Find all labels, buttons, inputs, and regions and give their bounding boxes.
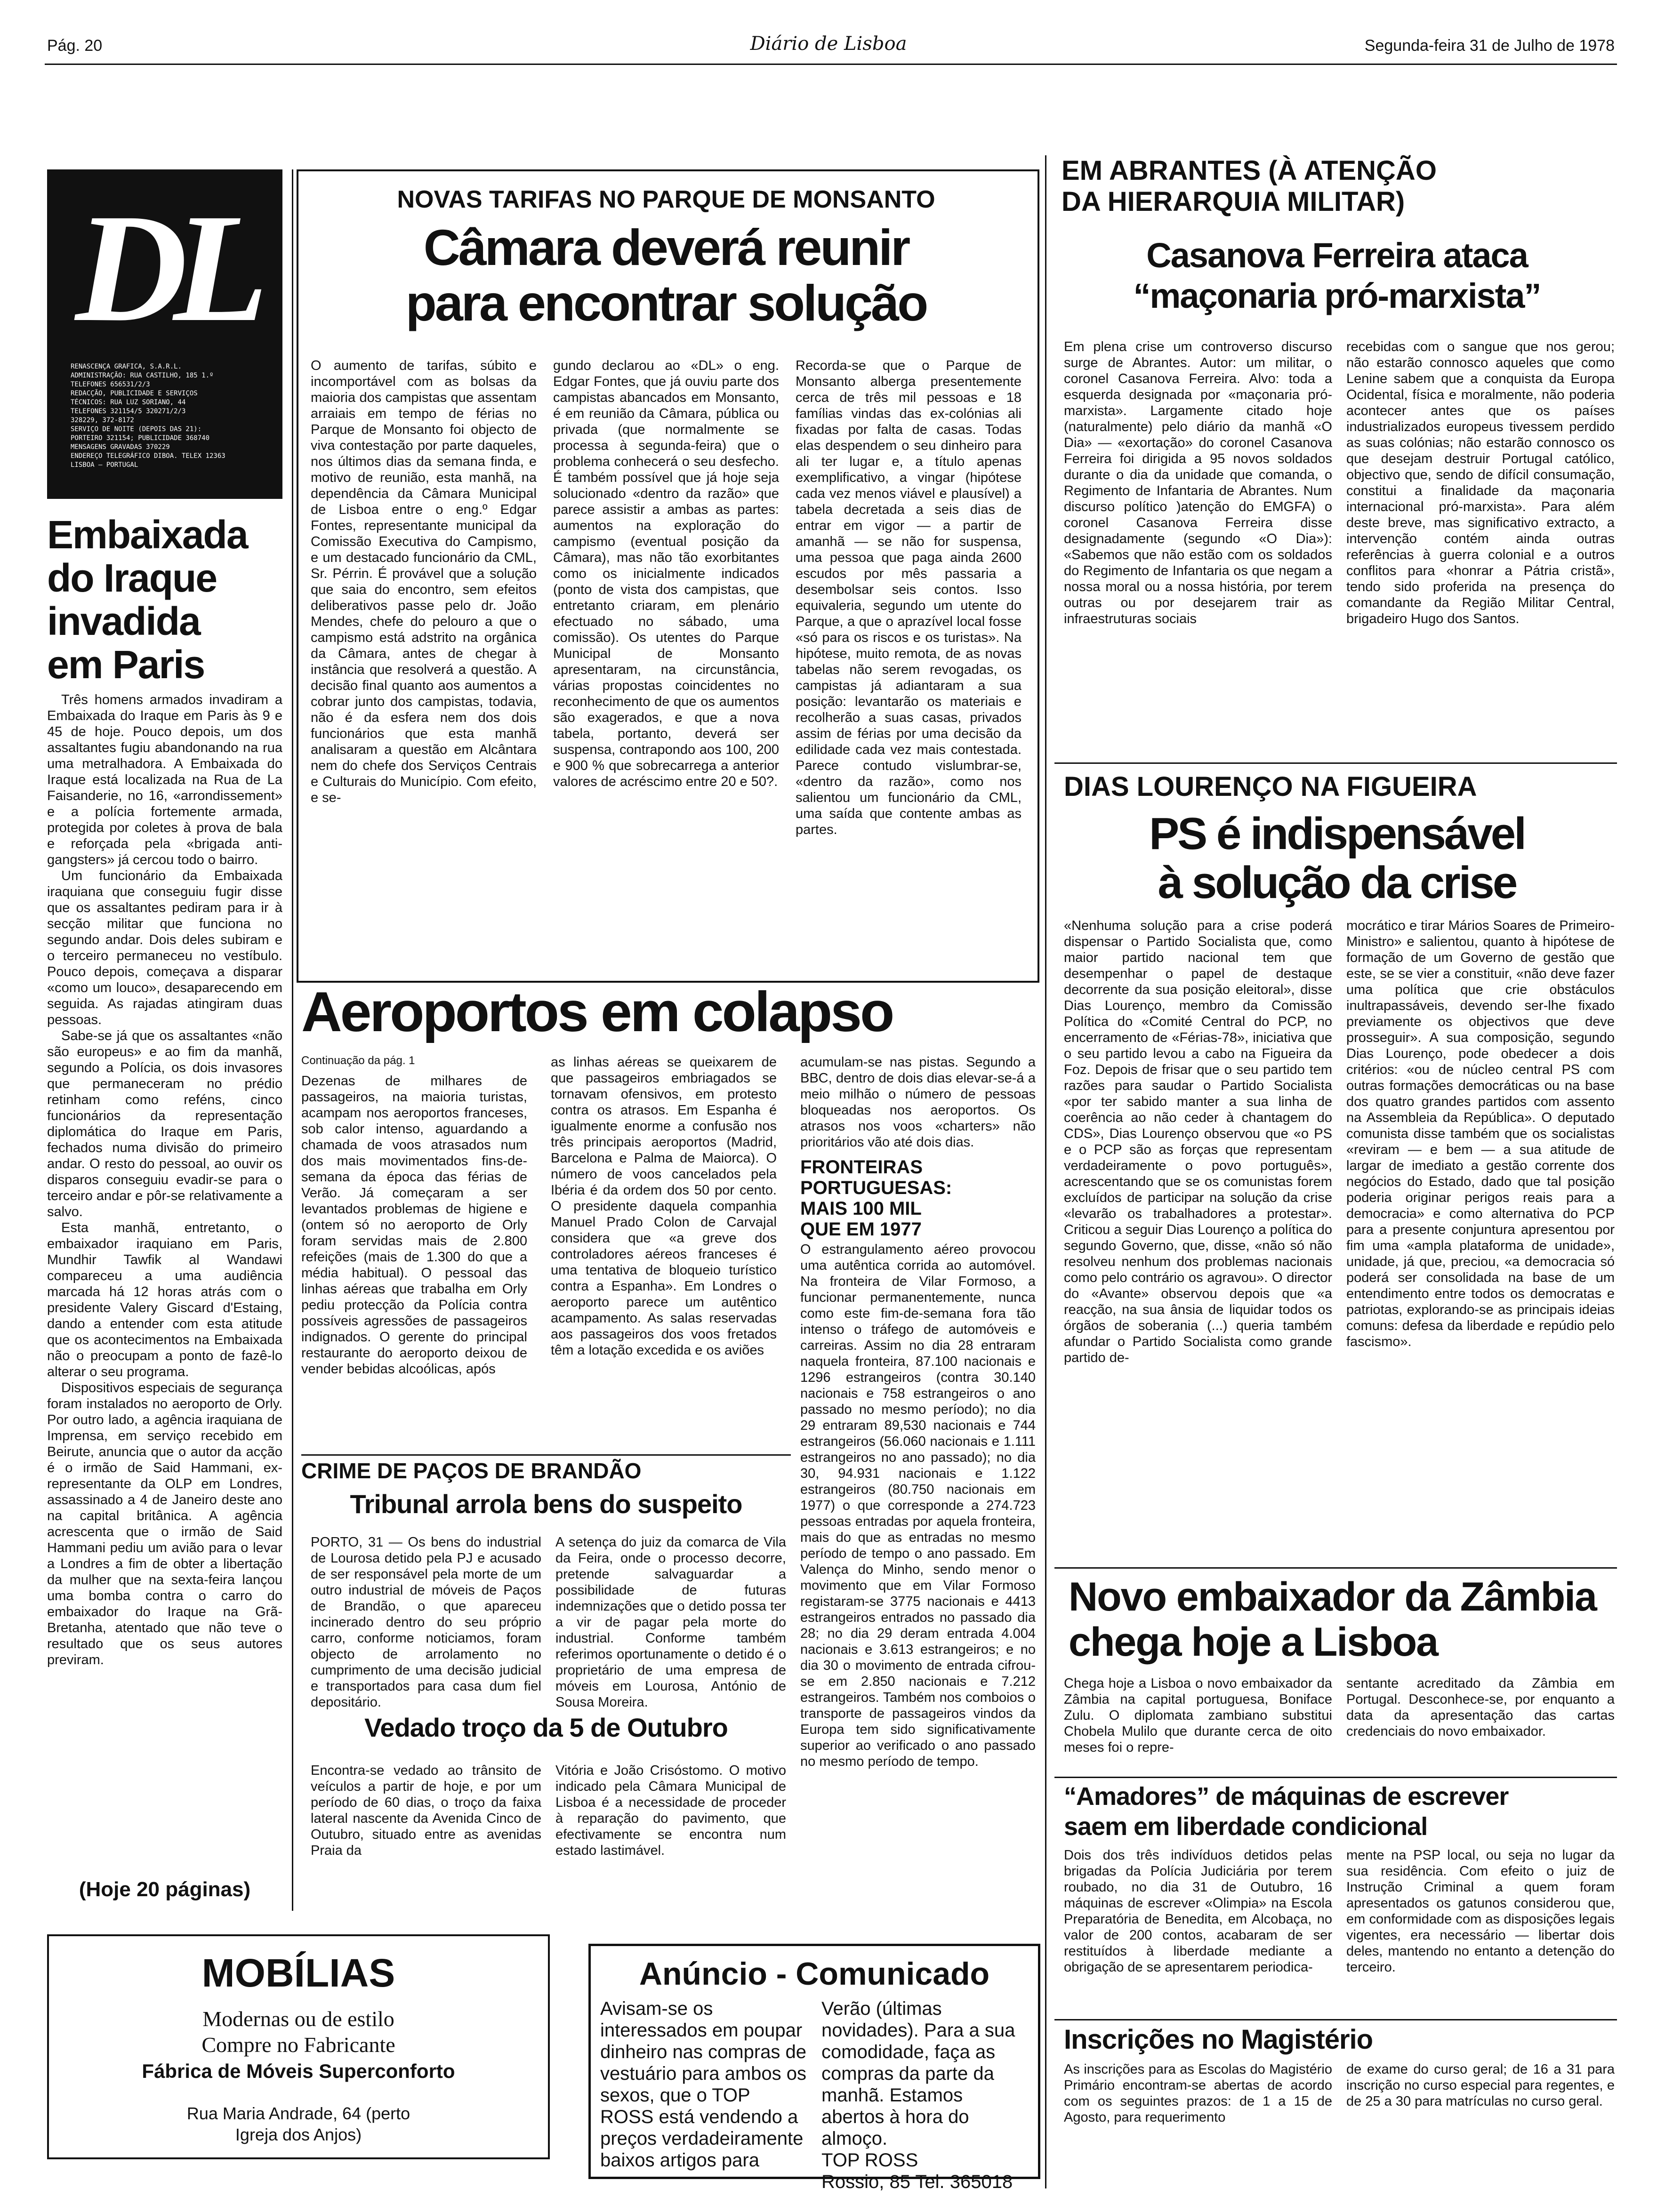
abrantes-col-2: recebidas com o sangue que nos gerou; não estarão connosco aqueles que como Lenine sabem que a conquista da Europa Ocidental, física e moralmente, não poderia acontecer antes que os países industrializados europeus tivessem perdido as suas colónias; não estarão connosco os que desejam destruir Portugal católico, objectivo que, sendo de difícil consumação, constitui a finalidade da maçonaria internacional pró-marxista». Para além deste breve, mas significativo extracto, a intervenção contém ainda outras referências à guerra colonial e a outros conflitos para «honrar a Pátria cristã», tendo sido proferida na presença do comandante da Região Militar Central, brigadeiro Hugo dos Santos. xyxy=(1346,339,1615,626)
mobilias-title: MOBÍLIAS xyxy=(201,1951,395,1995)
magisterio-col-1: As inscrições para as Escolas do Magistério Primário encontram-se abertas de acordo com os seguintes prazos: de 1 a 15 de Agosto, para requerimento xyxy=(1064,2062,1332,2125)
column-rule xyxy=(292,169,293,1911)
imprint-line: ENDEREÇO TELEGRÁFICO DIBOA. TELEX 12363 xyxy=(71,452,225,460)
logo-box xyxy=(47,169,282,499)
anuncio-col-1: Avisam-se os interessados em poupar dinheiro nas compras de vestuário para ambos os sexos, que o TOP ROSS está vendendo a preços verdadeiramente baixos artigos para xyxy=(600,1998,807,2171)
abrantes-headline xyxy=(1054,235,1619,316)
anuncio-ad xyxy=(588,1944,1040,2192)
paragraph: Esta manhã, entretanto, o embaixador iraquiano em Paris, Mundhir Tawfik al Wandawi compareceu a uma audiência marcada há 12 horas atrás com o presidente Valery Giscard d'Estaing, dando a entender com esta atitude que os acontecimentos na Embaixada não o preocupam a ponto de fazê-lo alterar o seu programa. xyxy=(47,1220,282,1379)
figueira-headline xyxy=(1054,809,1619,907)
pacos-kicker: CRIME DE PAÇOS DE BRANDÃO xyxy=(301,1459,642,1483)
kicker-line: EM ABRANTES (À ATENÇÃO xyxy=(1062,155,1437,186)
monsanto-headline-2: para encontrar solução xyxy=(405,274,927,331)
figueira-kicker: DIAS LOURENÇO NA FIGUEIRA xyxy=(1064,771,1477,802)
airports-col-1: Dezenas de milhares de passageiros, na maioria turistas, acampam nos aeroportos franceses, sob calor intenso, aguardando a chamada de voos atrasados num dos mais movimentados fins-de-semana da época das férias de Verão. Já começaram a ser levantados problemas de higiene e (ontem só no aeroporto de Orly foram servidas mais de 2.800 refeições (mais de 1.300 do que a média habitual). O pessoal das linhas aéreas que trabalha em Orly pediu protecção da Polícia contra possíveis agressões de passageiros indignados. O gerente do principal restaurante do aeroporto deixou de vender bebidas alcoólicas, após xyxy=(301,1074,527,1377)
mobilias-line-4: Rua Maria Andrade, 64 (perto xyxy=(186,2104,410,2123)
vedado-headline: Vedado troço da 5 de Outubro xyxy=(364,1713,728,1742)
imprint xyxy=(71,362,268,470)
imprint-line: MENSAGENS GRAVADAS 370229 xyxy=(71,443,170,451)
iraq-body xyxy=(47,692,282,1668)
headline-line: em Paris xyxy=(47,642,205,687)
pacos-col-2: A setença do juiz da comarca de Vila da Feira, onde o processo decorre, pretende salvaguardar a possibilidade de futuras indemnizações que o detido possa ter a vir de pagar pela morte do industrial. Conforme também referimos oportunamente o detido é o proprietário de uma empresa de móveis em Lourosa, António de Sousa Moreira. xyxy=(555,1535,786,1710)
monsanto-col-1: O aumento de tarifas, súbito e incomportável com as bolsas da maioria dos campistas que assentam arraiais em tempo de férias no Parque de Monsanto foi objecto de viva contestação por parte daqueles, nos últimos dias da semana finda, e motivo de reunião, esta manhã, na dependência da Câmara Municipal de Lisboa entre o eng.º Edgar Fontes, representante municipal da Comissão Executiva do Campismo, e um destacado funcionário da CML, Sr. Pérrin. É provável que a solução que saia do encontro, sem efeitos deliberativos passe pelo dr. João Mendes, chefe do pelouro a que o campismo está adstrito na orgânica da Câmara, antes de chegar à instância que resolverá a questão. A decisão final quanto aos aumentos a cobrar junto dos campistas, todavia, não é da esfera nem dos dois funcionários que esta manhã analisaram a questão em Alcântara nem do chefe dos Serviços Centrais e Culturais do Município. Com efeito, e se- xyxy=(311,358,537,805)
section-rule xyxy=(1054,1567,1617,1569)
vedado-col-2: Vitória e João Crisóstomo. O motivo indicado pela Câmara Municipal de Lisboa é a necessidade de proceder à reparação do pavimento, que efectivamente se encontra num estado lastimável. xyxy=(555,1763,786,1858)
amadores-headline xyxy=(1064,1781,1619,1842)
header-rule xyxy=(45,64,1617,65)
airports-col-2: as linhas aéreas se queixarem de que passageiros embriagados se tornavam ofensivos, em protesto contra os atrasos. Em Espanha é igualmente enorme a confusão nos três principais aeroportos (Madrid, Barcelona e Palma de Maiorca). O número de voos cancelados pela Ibéria é da ordem dos 50 por cento. O presidente daquela companhia Manuel Prado Colon de Carvajal considera que «a greve dos controladores aéreos franceses é uma tentativa de bloqueio turístico contra a Espanha». Em Londres o aeroporto parece um autêntico acampamento. As salas reservadas aos passageiros dos voos fretados têm a lotação excedida e os aviões xyxy=(551,1055,777,1358)
anuncio-title: Anúncio - Comunicado xyxy=(639,1956,990,1992)
section-rule xyxy=(1054,2019,1617,2020)
figueira-col-1: «Nenhuma solução para a crise poderá dispensar o Partido Socialista que, como maior partido nacional tem que desempenhar o papel de destaque decorrente da sua posição eleitoral», disse Dias Lourenço, membro da Comissão Política do «Comité Central do PCP, no encerramento de «Férias-78», iniciativa que o seu partido levou a cabo na Figueira da Foz. Depois de frisar que o seu partido tem razões para saudar o Partido Socialista «por ter sabido manter a sua linha de coerência ao não ceder à chantagem do CDS», Dias Lourenço observou que «o PS e o PCP são as forças que representam verdadeiramente o povo português», acrescentando que se os comunistas forem excluídos de participar na solução da crise «levarão os trabalhadores a protestar». Criticou a seguir Dias Lourenço a política do segundo Governo, que, disse, «não só não resolveu nenhum dos problemas nacionais como pelo contrário os agravou». O director do «Avante» observou depois que «a reacção, na sua ânsia de liquidar todos os órgãos de soberania (...) queria também afundar o Partido Socialista como grande partido de- xyxy=(1064,918,1332,1365)
imprint-line: RENASCENÇA GRAFICA, S.A.R.L. xyxy=(71,363,182,370)
section-rule xyxy=(1054,1777,1617,1778)
imprint-line: TELEFONES 656531/2/3 xyxy=(71,381,150,388)
pacos-col-1: PORTO, 31 — Os bens do industrial de Lourosa detido pela PJ e acusado de ser responsável pela morte de um outro industrial de móveis de Paços de Brandão, o que apareceu incinerado dentro do seu próprio carro, conforme noticiamos, foram objecto de arrolamento no cumprimento de uma decisão judicial e transportados para casa dum fiel depositário. xyxy=(311,1535,541,1710)
paragraph: Sabe-se já que os assaltantes «não são europeus» e ao fim da manhã, segundo a Polícia, os dois invasores que permaneceram no prédio retinham como reféns, cinco funcionários da representação diplomática do Iraque em Paris, fechados numa divisão do primeiro andar. O resto do pessoal, ao ouvir os disparos conseguiu evadir-se para o terceiro andar e pôr-se relativamente a salvo. xyxy=(47,1028,282,1219)
iraq-headline xyxy=(47,513,282,686)
airports-subhead xyxy=(800,1157,1036,1240)
headline-line: invadida xyxy=(47,599,200,643)
abrantes-kicker xyxy=(1062,155,1617,217)
paragraph: Um funcionário da Embaixada iraquiana que conseguiu fugir disse que os assaltantes pediram para ir à secção militar que funciona no segundo andar. Dois deles subiram e o terceiro permaneceu no vestíbulo. Pouco depois, começava a disparar «como um louco», desaparecendo em seguida. As rajadas atingiram duas pessoas. xyxy=(47,868,282,1027)
imprint-line: LISBOA — PORTUGAL xyxy=(71,461,138,469)
airports-col-3 xyxy=(800,1054,1036,1770)
amadores-col-1: Dois dos três indivíduos detidos pelas brigadas da Polícia Judiciária por terem roubado, no dia 31 de Outubro, 16 máquinas de escrever «Olimpia» na Escola Preparatória de Benedita, em Alcobaça, no valor de 200 contos, acabaram de ser restituídos à liberdade mediante a obrigação de se apresentarem periodica- xyxy=(1064,1848,1332,1975)
kicker-line: DA HIERARQUIA MILITAR) xyxy=(1062,186,1405,217)
zambia-headline xyxy=(1069,1574,1619,1665)
dl-logo: DL xyxy=(75,182,254,354)
airports-continuation: Continuação da pág. 1 xyxy=(301,1054,415,1067)
imprint-line: 328229, 372-8172 xyxy=(71,417,134,424)
monsanto-kicker: NOVAS TARIFAS NO PARQUE DE MONSANTO xyxy=(397,186,935,213)
column-rule xyxy=(1045,155,1046,2188)
headline-line: Casanova Ferreira ataca xyxy=(1146,236,1528,275)
masthead: Diário de Lisboa xyxy=(750,33,907,55)
anuncio-col-2-text: Verão (últimas novidades). Para a sua comodidade, faça as compras da parte da manhã. Estamos abertos à hora do almoço. xyxy=(821,1998,1015,2149)
headline-line: saem em liberdade condicional xyxy=(1064,1812,1428,1841)
pacos-headline: Tribunal arrola bens do suspeito xyxy=(350,1489,742,1519)
page-number: Pág. 20 xyxy=(47,37,103,55)
imprint-line: PORTEIRO 321154; PUBLICIDADE 368740 xyxy=(71,434,210,442)
headline-line: “maçonaria pró-marxista” xyxy=(1133,276,1541,315)
headline-line: Embaixada xyxy=(47,513,248,557)
mobilias-line-1: Modernas ou de estilo xyxy=(202,2007,394,2031)
headline-line: “Amadores” de máquinas de escrever xyxy=(1064,1782,1509,1811)
monsanto-col-2: gundo declarou ao «DL» o eng. Edgar Fontes, que já ouviu parte dos campistas abancados em Monsanto, é em reunião da Câmara, pública ou privada (que normalmente se processa à segunda-feira) que o problema conhecerá o seu desfecho. É também possível que já hoje seja solucionado «dentro da razão» que parece assistir a ambas as partes: aumentos na exploração do campismo (eventual posição da Câmara), mas não tão exorbitantes como os inicialmente indicados (ponto de vista dos campistas, que entretanto criaram, em plenário efectuado no sábado, uma comissão). Os utentes do Parque Municipal de Monsanto apresentaram, na circunstância, várias propostas coincidentes no reconhecimento de que os aumentos são exagerados, e que a nova tabela, portanto, deverá ser suspensa, contrapondo aos 100, 200 e 900 % que sobrecarrega a anterior valores de acréscimo entre 20 e 50?. xyxy=(553,358,779,789)
anuncio-signature-2: Rossio, 85 Tel. 365018 xyxy=(821,2172,1013,2192)
anuncio-col-2 xyxy=(821,1998,1029,2193)
mobilias-ad xyxy=(47,1934,550,2159)
section-rule xyxy=(1054,762,1617,764)
imprint-line: REDACÇÃO, PUBLICIDADE E SERVIÇOS xyxy=(71,390,198,397)
headline-line: PS é indispensável xyxy=(1149,809,1525,859)
vedado-col-1: Encontra-se vedado ao trânsito de veículos a partir de hoje, e por um período de 60 dias, o troço da faixa lateral nascente da Avenida Cinco de Outubro, situado entre as avenidas Praia da xyxy=(311,1763,541,1858)
amadores-col-2: mente na PSP local, ou seja no lugar da sua residência. Com efeito o juiz de Instrução Criminal a quem foram apresentados os gatunos considerou que, em conformidade com as disposições legais vigentes, era necessário — libertar dois deles, mantendo no entanto a detenção do terceiro. xyxy=(1346,1848,1615,1975)
magisterio-col-2: de exame do curso geral; de 16 a 31 para inscrição no curso especial para regentes, e de 25 a 30 para matrículas no curso geral. xyxy=(1346,2062,1615,2109)
headline-line: do Iraque xyxy=(47,556,217,600)
paragraph: Três homens armados invadiram a Embaixada do Iraque em Paris às 9 e 45 de hoje. Pouco depois, um dos assaltantes fugiu abandonando na rua uma metralhadora. A Embaixada do Iraque está localizada na Rua de La Faisanderie, no 16, «arrondissement» e a polícia fortemente armada, protegida por coletes à prova de bala e reforçada pela «brigada anti-gangsters» já cercou todo o bairro. xyxy=(47,692,282,867)
zambia-col-1: Chega hoje a Lisboa o novo embaixador da Zâmbia na capital portuguesa, Boniface Zulu. O diplomata zambiano substitui Chobela Mulilo que durante cerca de oito meses foi o repre- xyxy=(1064,1676,1332,1755)
mobilias-line-2: Compre no Fabricante xyxy=(201,2033,395,2057)
pages-note: (Hoje 20 páginas) xyxy=(79,1878,251,1901)
paragraph: Dispositivos especiais de segurança foram instalados no aeroporto de Orly. Por outro lado, a agência iraquiana de Imprensa, em serviço recebido em Beirute, anuncia que o autor da acção é o irmão de Said Hammani, ex-representante da OLP em Londres, assassinado a 4 de Janeiro deste ano na capital britânica. A agência acrescenta que o irmão de Said Hammani pediu um avião para o levar a Londres a fim de obter a libertação da mulher que na sexta-feira lançou uma bomba contra o carro do embaixador do Iraque na Grã-Bretanha, atentado que não teve o resultado que os seus autores previram. xyxy=(47,1380,282,1667)
headline-line: chega hoje a Lisboa xyxy=(1069,1619,1438,1665)
figueira-col-2: mocrático e tirar Mários Soares de Primeiro-Ministro» e salientou, quanto à hipótese de formação de um Governo de gestão que este, se se vier a constituir, «não deve fazer uma política que crie obstáculos inultrapassáveis, devendo ser-lhe fixado previamente os objectivos que deve prosseguir». A sua composição, segundo Dias Lourenço, pode obedecer a dois critérios: «ou de núcleo central PS com outras formações democráticas ou na base dos quatro grandes partidos com assento na Assembleia da República». O deputado comunista disse também que os socialistas «reviram — e bem — a sua atitude de largar de imediato a gestão corrente dos negócios do Estado, dado que tal posição poderia originar perigos reais para a democracia» e como alternativa do PCP para a presente conjuntura apresentou por fim uma «ampla plataforma de unidade», unidade, já que, preciou, «a democracia só poderá ser consolidada na base de um entendimento entre todos os democratas e patriotas, explorando-se as principais ideias comuns: defesa da liberdade e repúdio pelo fascismo». xyxy=(1346,918,1615,1349)
anuncio-signature-1: TOP ROSS xyxy=(821,2150,918,2171)
mobilias-line-5: Igreja dos Anjos) xyxy=(235,2125,362,2144)
airports-col-3b-text: O estrangulamento aéreo provocou uma autêntica corrida ao automóvel. Na fronteira de Vilar Formoso, a funcionar permanentemente, nunca como este fim-de-semana fora tão intenso o tráfego de automóveis e carreiras. Assim no dia 28 entraram naquela fronteira, 87.100 nacionais e 1296 estrangeiros (contra 30.140 nacionais e 758 estrangeiros o ano passado no mesmo período); no dia 29 entraram 89,530 nacionais e 744 estrangeiros (56.060 nacionais e 1.111 estrangeiros no ano passado); no dia 30, 94.931 nacionais e 1.122 estrangeiros (80.750 nacionais em 1977) o que corresponde a 274.723 pessoas entradas por aquela fronteira, mais do que as entradas no mesmo período de tempo o ano passado. Em Valença do Minho, sendo menor o movimento que em Vilar Formoso registaram-se 3775 nacionais e 4413 estrangeiros entrados no passado dia 28; no dia 29 deram entrada 4.004 nacionais e 3.613 estrangeiros; e no dia 30 o movimento de entrada cifrou-se em 2.850 nacionais e 7.212 estrangeiros. Também nos comboios o transporte de passageiros vindos da Europa tem sido significativamente superior ao verificado o ano passado no mesmo período de tempo. xyxy=(800,1242,1036,1769)
imprint-line: TELEFONES 321154/5 320271/2/3 xyxy=(71,408,186,415)
abrantes-col-1: Em plena crise um controverso discurso surge de Abrantes. Autor: um militar, o coronel Casanova Ferreira. Alvo: toda a esquerda designada por «maçonaria pró-marxista». Largamente citado hoje (naturalmente) pelo diário da manhã «O Dia» — «exortação» do coronel Casanova Ferreira foi dirigida a 95 novos soldados durante o dia da unidade que comanda, o Regimento de Infantaria de Abrantes. Num discurso político )atenção do EMGFA) o coronel Casanova Ferreira disse designadamente (segundo «O Dia»): «Sabemos que não estão com os soldados do Regimento de Infantaria os que negam a nossa moral ou a nossa história, por terem outras ou por desejarem trair as infraestruturas sociais xyxy=(1064,339,1332,626)
subhead-line: PORTUGUESAS: xyxy=(800,1178,952,1198)
headline-line: à solução da crise xyxy=(1158,858,1516,908)
subhead-line: FRONTEIRAS xyxy=(800,1157,923,1178)
section-rule xyxy=(301,1454,791,1456)
imprint-line: ADMINISTRAÇÃO: RUA CASTILHO, 185 1.º xyxy=(71,372,214,379)
imprint-line: TÉCNICOS: RUA LUZ SORIANO, 44 xyxy=(71,399,186,406)
issue-date: Segunda-feira 31 de Julho de 1978 xyxy=(1364,37,1615,55)
imprint-line: SERVIÇO DE NOITE (DEPOIS DAS 21): xyxy=(71,425,202,433)
mobilias-line-3: Fábrica de Móveis Superconforto xyxy=(142,2060,455,2082)
magisterio-headline: Inscrições no Magistério xyxy=(1064,2024,1373,2055)
airports-headline: Aeroportos em colapso xyxy=(301,980,893,1043)
subhead-line: QUE EM 1977 xyxy=(800,1219,922,1240)
monsanto-col-3: Recorda-se que o Parque de Monsanto alberga presentemente cerca de três mil pessoas e 18 famílias vindas das ex-colónias ali fixadas por falta de casas. Todas elas despendem o seu dinheiro para ali ter lugar e, a título apenas exemplificativo, a vingar (hipótese cada vez menos viável e plausível) a tabela decretada a seis dias de entrar em vigor — a partir de amanhã — se não for suspensa, uma pessoa que paga ainda 2600 escudos por mês passaria a desembolsar seis contos. Isso equivaleria, segundo um utente do Parque, a que o aprazível local fosse «só para os riscos e os turistas». Na hipótese, muito remota, de as novas tabelas não serem revogadas, os campistas já adiantaram a sua posição: levantarão os materiais e recolherão a suas casas, privados assim de férias por uma decisão da edilidade cada vez mais contestada. Parece contudo vislumbrar-se, «dentro da razão», como nos salientou um funcionário da CML, uma saída que contente ambas as partes. xyxy=(796,358,1022,837)
airports-col-3-text: acumulam-se nas pistas. Segundo a BBC, dentro de dois dias elevar-se-á a meio milhão o número de pessoas bloqueadas nos aeroportos. Os atrasos nos voos «charters» não prioritários vão até dois dias. xyxy=(800,1055,1036,1150)
monsanto-headline-1: Câmara deverá reunir xyxy=(423,219,909,276)
headline-line: Novo embaixador da Zâmbia xyxy=(1069,1574,1596,1619)
zambia-col-2: sentante acreditado da Zâmbia em Portugal. Desconhece-se, por enquanto a data da apresentação das cartas credenciais do novo embaixador. xyxy=(1346,1676,1615,1739)
subhead-line: MAIS 100 MIL xyxy=(800,1198,922,1219)
